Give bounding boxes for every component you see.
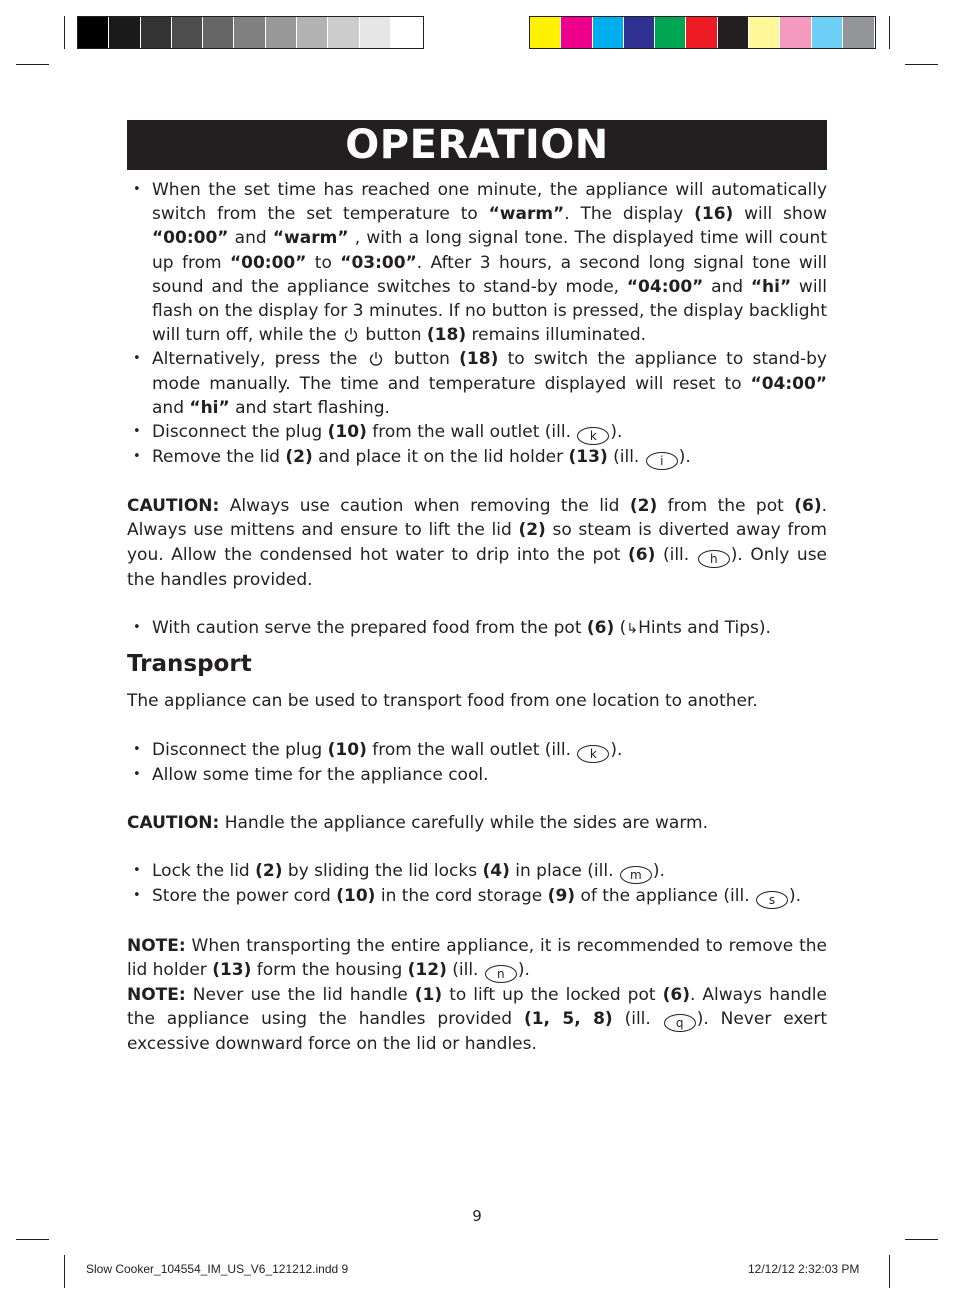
bold-text: (18) bbox=[459, 349, 499, 370]
text-run: Lock the lid bbox=[152, 861, 256, 882]
text-run: to switch the appliance to stand-by mode manually. The time and temperature displayed will reset to bbox=[152, 349, 827, 394]
bullet-item bbox=[127, 445, 827, 470]
text-run: ). Only use the handles provided. bbox=[127, 544, 828, 590]
text-run: of the appliance (ill. bbox=[575, 886, 755, 907]
text-run: ( bbox=[614, 618, 627, 639]
text-run: ). bbox=[610, 739, 623, 760]
transport-heading: Transport bbox=[127, 651, 252, 678]
illustration-reference: k bbox=[577, 745, 609, 763]
text-run: by sliding the lid locks bbox=[282, 861, 483, 882]
text-run: (ill. bbox=[655, 544, 697, 565]
color-swatch bbox=[655, 17, 686, 48]
page-number: 9 bbox=[472, 1207, 482, 1225]
bold-text: (6) bbox=[586, 618, 615, 639]
storage-bullet-list bbox=[127, 859, 827, 909]
bold-text: “warm” bbox=[272, 228, 349, 249]
text-run: (ill. bbox=[446, 959, 484, 980]
text-run: in place (ill. bbox=[509, 861, 619, 882]
color-swatch bbox=[266, 17, 297, 48]
bold-text: (12) bbox=[407, 959, 447, 980]
illustration-reference: m bbox=[620, 866, 652, 884]
operation-bullet-list bbox=[127, 178, 827, 470]
text-run: Store the power cord bbox=[152, 886, 337, 907]
bold-text: “hi” bbox=[189, 397, 230, 418]
text-run: Disconnect the plug bbox=[152, 422, 328, 443]
bullet-item bbox=[127, 884, 827, 909]
color-swatch bbox=[360, 17, 391, 48]
bold-text: NOTE: bbox=[127, 935, 186, 956]
crop-mark bbox=[64, 16, 65, 49]
text-run: remains illuminated. bbox=[466, 325, 647, 346]
crop-mark bbox=[16, 64, 49, 65]
text-run: ). bbox=[678, 447, 691, 468]
bold-text: (10) bbox=[327, 739, 367, 760]
text-run: in the cord storage bbox=[375, 886, 548, 907]
text-run: and bbox=[703, 276, 751, 297]
transport-intro: The appliance can be used to transport food from one location to another. bbox=[127, 691, 758, 712]
bold-text: CAUTION: bbox=[127, 496, 220, 517]
bold-text: “00:00” bbox=[229, 252, 307, 273]
serve-bullet-list bbox=[127, 616, 827, 641]
bold-text: (9) bbox=[547, 886, 576, 907]
text-run: so steam is diverted away from you. Allow the condensed hot water to drip into the pot bbox=[127, 520, 827, 565]
text-run: . Always handle the appliance using the handles provided bbox=[127, 984, 827, 1029]
text-run: from the wall outlet (ill. bbox=[366, 739, 577, 760]
text-run: ). bbox=[789, 886, 802, 907]
text-run: ). bbox=[652, 861, 665, 882]
text-run: form the housing bbox=[251, 959, 408, 980]
color-swatch bbox=[530, 17, 561, 48]
crop-mark bbox=[889, 16, 890, 49]
color-swatch bbox=[141, 17, 172, 48]
text-run: Allow some time for the appliance cool. bbox=[152, 764, 489, 785]
text-run: to bbox=[306, 252, 341, 273]
color-swatch bbox=[203, 17, 234, 48]
bold-text: (13) bbox=[212, 959, 252, 980]
crop-mark bbox=[905, 64, 938, 65]
text-run: ). bbox=[610, 422, 623, 443]
bold-text: CAUTION: bbox=[127, 813, 220, 833]
text-run: Alternatively, press the bbox=[152, 349, 367, 370]
text-run: When the set time has reached one minute, the appliance will automatically switch from the set temperature to bbox=[152, 180, 827, 225]
color-swatch bbox=[234, 17, 265, 48]
process-color-bar bbox=[529, 16, 876, 49]
text-run: (ill. bbox=[607, 447, 645, 468]
bold-text: (2) bbox=[285, 447, 313, 468]
text-run: from the wall outlet (ill. bbox=[366, 422, 577, 443]
bold-text: “04:00” bbox=[626, 276, 704, 297]
text-run: Never use the lid handle bbox=[185, 984, 415, 1005]
text-run: Always use caution when removing the lid bbox=[219, 496, 630, 517]
illustration-reference: s bbox=[756, 891, 788, 909]
arrow-icon: ↳ bbox=[626, 621, 639, 638]
bold-text: “04:00” bbox=[750, 373, 827, 394]
color-swatch bbox=[749, 17, 780, 48]
illustration-reference: k bbox=[577, 427, 609, 445]
text-run: (ill. bbox=[612, 1008, 663, 1029]
crop-mark bbox=[905, 1239, 938, 1240]
text-run: When transporting the entire appliance, it is recommended to remove the lid holder bbox=[127, 935, 827, 980]
color-swatch bbox=[297, 17, 328, 48]
bullet-item bbox=[127, 763, 827, 787]
illustration-reference: h bbox=[698, 550, 730, 568]
bullet-item bbox=[127, 738, 827, 763]
bold-text: (1) bbox=[414, 984, 443, 1005]
bold-text: (2) bbox=[629, 496, 658, 517]
text-run: will flash on the display for 3 minutes. If no button is pressed, the display backlight will turn off, while the bbox=[152, 276, 827, 346]
bold-text: (4) bbox=[482, 861, 510, 882]
bullet-item bbox=[127, 420, 827, 445]
color-swatch bbox=[109, 17, 140, 48]
bullet-item bbox=[127, 859, 827, 884]
color-swatch bbox=[593, 17, 624, 48]
note-paragraph bbox=[127, 983, 827, 1056]
bold-text: “03:00” bbox=[340, 252, 417, 273]
footer-filename: Slow Cooker_104554_IM_US_V6_121212.indd 9 bbox=[86, 1262, 349, 1276]
bold-text: (2) bbox=[255, 861, 283, 882]
text-run: to lift up the locked pot bbox=[442, 984, 663, 1005]
color-swatch bbox=[843, 17, 874, 48]
bold-text: (10) bbox=[336, 886, 376, 907]
bold-text: (6) bbox=[662, 984, 690, 1005]
text-run: . Always use mittens and ensure to lift the lid bbox=[127, 496, 827, 541]
text-run: . The display bbox=[564, 204, 695, 225]
bullet-item bbox=[127, 178, 827, 347]
color-swatch bbox=[780, 17, 811, 48]
color-swatch bbox=[328, 17, 359, 48]
text-run: and bbox=[228, 228, 273, 249]
bold-text: “warm” bbox=[488, 204, 565, 225]
bold-text: “00:00” bbox=[152, 228, 229, 249]
text-run: button bbox=[360, 325, 427, 346]
text-run: Disconnect the plug bbox=[152, 739, 328, 760]
power-icon bbox=[369, 351, 383, 366]
caution-paragraph bbox=[127, 811, 827, 835]
text-run: button bbox=[384, 349, 460, 370]
crop-mark bbox=[16, 1239, 49, 1240]
bullet-item bbox=[127, 616, 827, 641]
illustration-reference: q bbox=[664, 1014, 696, 1032]
text-run: Remove the lid bbox=[152, 447, 286, 468]
color-swatch bbox=[78, 17, 109, 48]
crop-mark bbox=[64, 1255, 65, 1288]
bold-text: NOTE: bbox=[127, 984, 186, 1005]
text-run: Hints and Tips). bbox=[638, 618, 771, 639]
color-swatch bbox=[686, 17, 717, 48]
text-run: , with a long signal tone. The displayed time will count up from bbox=[152, 228, 828, 273]
color-swatch bbox=[561, 17, 592, 48]
bold-text: (18) bbox=[426, 325, 467, 346]
text-run: ). Never exert excessive downward force on the lid or handles. bbox=[127, 1008, 828, 1054]
text-run: from the pot bbox=[657, 496, 795, 517]
footer-timestamp: 12/12/12 2:32:03 PM bbox=[748, 1262, 860, 1276]
bullet-item bbox=[127, 347, 827, 420]
page-title-bar bbox=[127, 120, 827, 170]
bold-text: (6) bbox=[794, 496, 822, 517]
illustration-reference: i bbox=[646, 452, 678, 470]
text-run: and bbox=[152, 397, 190, 418]
bold-text: (6) bbox=[628, 544, 656, 565]
caution-paragraph bbox=[127, 494, 827, 592]
text-run: ). bbox=[517, 959, 530, 980]
bold-text: (1, 5, 8) bbox=[523, 1008, 613, 1029]
color-swatch bbox=[812, 17, 843, 48]
grayscale-color-bar bbox=[77, 16, 424, 49]
power-icon bbox=[344, 327, 358, 342]
page-content bbox=[127, 178, 827, 1056]
text-run: . After 3 hours, a second long signal tone will sound and the appliance switches to stand-by mode, bbox=[152, 252, 828, 297]
bold-text: (13) bbox=[568, 447, 608, 468]
text-run: and place it on the lid holder bbox=[312, 447, 569, 468]
page-title: OPERATION bbox=[345, 122, 609, 168]
text-run: will show bbox=[733, 204, 827, 225]
color-swatch bbox=[172, 17, 203, 48]
bold-text: (2) bbox=[518, 520, 546, 541]
color-swatch bbox=[391, 17, 422, 48]
bold-text: “hi” bbox=[750, 276, 792, 297]
text-run: Handle the appliance carefully while the sides are warm. bbox=[219, 813, 708, 833]
bold-text: (16) bbox=[694, 204, 734, 225]
bold-text: (10) bbox=[327, 422, 367, 443]
transport-bullet-list bbox=[127, 738, 827, 787]
color-swatch bbox=[718, 17, 749, 48]
note-paragraph bbox=[127, 934, 827, 983]
text-run: and start flashing. bbox=[229, 397, 390, 418]
illustration-reference: n bbox=[485, 965, 517, 983]
text-run: With caution serve the prepared food from the pot bbox=[152, 618, 587, 639]
crop-mark bbox=[889, 1255, 890, 1288]
color-swatch bbox=[624, 17, 655, 48]
